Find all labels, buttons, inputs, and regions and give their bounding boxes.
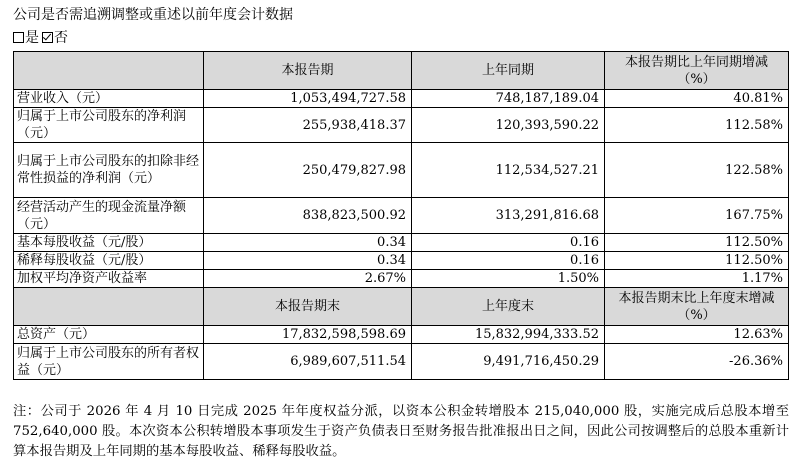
current-value: 1,053,494,727.58 [204,90,412,108]
header-change-percent: 本报告期比上年同期增减（%） [605,52,789,90]
table-row [14,108,789,143]
row-label: 归属于上市公司股东的扣除非经常性损益的净利润（元） [14,143,204,198]
prior-value: 0.16 [412,252,605,270]
change-value: 112.58% [605,108,789,143]
header-blank-cell [14,52,204,90]
row-label: 总资产（元） [14,326,204,344]
change-value: -26.36% [605,344,789,380]
change-value: 122.58% [605,143,789,198]
current-value: 838,823,500.92 [204,198,412,234]
header-prior-year-end: 上年度末 [412,288,605,326]
header-current-period: 本报告期 [204,52,412,90]
current-value: 2.67% [204,270,412,288]
table-row [14,326,789,344]
table-row [14,143,789,198]
yes-label: 是 [25,30,39,46]
prior-value: 9,491,716,450.29 [412,344,605,380]
current-value: 250,479,827.98 [204,143,412,198]
section-title: 公司是否需追溯调整或重述以前年度会计数据 [13,7,293,23]
row-label: 归属于上市公司股东的净利润（元） [14,108,204,143]
row-label: 基本每股收益（元/股） [14,234,204,252]
change-value: 112.50% [605,252,789,270]
table-row [14,90,789,108]
header-current-period-end: 本报告期末 [204,288,412,326]
prior-value: 112,534,527.21 [412,143,605,198]
prior-value: 748,187,189.04 [412,90,605,108]
no-checkbox-checked[interactable] [42,32,53,43]
prior-value: 120,393,590.22 [412,108,605,143]
table-row [14,344,789,380]
restatement-options [13,29,68,47]
table-row [14,252,789,270]
table-header-row [14,52,789,90]
yes-checkbox[interactable] [13,32,24,43]
row-label: 稀释每股收益（元/股） [14,252,204,270]
table-row [14,234,789,252]
table-row [14,198,789,234]
change-value: 112.50% [605,234,789,252]
current-value: 17,832,598,598.69 [204,326,412,344]
change-value: 40.81% [605,90,789,108]
footnote: 注：公司于 2026 年 4 月 10 日完成 2025 年年度权益分派，以资本公积金转增股本 215,040,000 股，实施完成后总股本增至 752,640,000 股。本次资本公积转增股本事项发生于资产负债表日至财务报告批准报出日之间，因此公司按调整后的总股本重新计算本报告期及上年同期的基本每股收益、稀释每股收益。 [13,404,789,459]
change-value: 1.17% [605,270,789,288]
row-label: 加权平均净资产收益率 [14,270,204,288]
change-value: 12.63% [605,326,789,344]
current-value: 255,938,418.37 [204,108,412,143]
header-prior-period: 上年同期 [412,52,605,90]
current-value: 6,989,607,511.54 [204,344,412,380]
change-value: 167.75% [605,198,789,234]
current-value: 0.34 [204,234,412,252]
row-label: 经营活动产生的现金流量净额（元） [14,198,204,234]
prior-value: 0.16 [412,234,605,252]
row-label: 归属于上市公司股东的所有者权益（元） [14,344,204,380]
table-row [14,270,789,288]
table-header-row [14,288,789,326]
prior-value: 15,832,994,333.52 [412,326,605,344]
no-label: 否 [54,30,68,46]
header-blank-cell [14,288,204,326]
prior-value: 1.50% [412,270,605,288]
prior-value: 313,291,816.68 [412,198,605,234]
row-label: 营业收入（元） [14,90,204,108]
current-value: 0.34 [204,252,412,270]
header-change-percent: 本报告期末比上年度末增减（%） [605,288,789,326]
financial-data-table [13,51,789,380]
